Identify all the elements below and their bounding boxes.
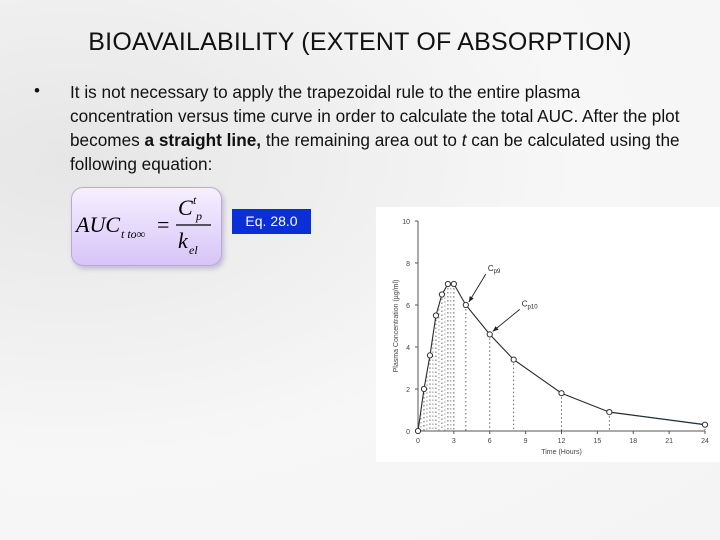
- equation-equals: =: [157, 212, 170, 237]
- data-point: [559, 391, 564, 396]
- equation-denominator: k: [178, 228, 188, 253]
- data-point: [463, 302, 468, 307]
- x-tick-label: 3: [451, 438, 456, 445]
- y-tick-label: 8: [406, 261, 410, 268]
- equation-box: [71, 187, 222, 266]
- bullet-dot: •: [34, 81, 40, 100]
- y-tick-label: 4: [406, 345, 410, 352]
- equation-numerator-sup: t: [193, 193, 197, 207]
- x-tick-label: 12: [557, 438, 566, 445]
- x-tick-label: 24: [701, 438, 709, 445]
- annotation-label-sub: p9: [493, 269, 501, 275]
- equation-denominator-sub: el: [189, 243, 198, 257]
- y-tick-label: 0: [406, 429, 410, 436]
- data-point: [702, 422, 707, 427]
- equation-lhs-subscript: t to∞: [121, 227, 146, 241]
- slide-title: BIOAVAILABILITY (EXTENT OF ABSORPTION): [88, 28, 632, 56]
- annotation-label-sub: p10: [527, 304, 538, 311]
- plasma-concentration-chart: [376, 207, 720, 462]
- annotation-arrow-head: [469, 296, 474, 302]
- bullet-text: [70, 80, 680, 176]
- data-point: [421, 386, 426, 391]
- equation-label: Eq. 28.0: [232, 209, 311, 234]
- chart-svg: [376, 207, 720, 462]
- data-point: [445, 281, 450, 286]
- x-tick-label: 18: [629, 438, 638, 445]
- x-tick-label: 21: [665, 438, 674, 445]
- chart-axis-labels: [393, 280, 582, 456]
- data-point: [439, 292, 444, 297]
- x-tick-label: 0: [416, 438, 420, 445]
- x-tick-label: 6: [487, 438, 492, 445]
- data-point: [511, 357, 516, 362]
- data-point: [427, 353, 432, 358]
- chart-data-points: [415, 281, 707, 433]
- y-tick-label: 2: [406, 387, 410, 394]
- equation-numerator-sub: p: [196, 209, 202, 223]
- y-tick-label: 6: [406, 303, 410, 310]
- data-point: [487, 332, 492, 337]
- equation-lhs: AUC: [76, 212, 120, 237]
- bullet-text-part-1: It is not necessary to apply the trapezoidal rule to the entire plasma concentration versus time curve in order to calculate the total AUC. After the plot becomes: [70, 82, 680, 150]
- data-point: [415, 428, 420, 433]
- equation-numerator: C: [178, 195, 193, 220]
- data-point: [451, 281, 456, 286]
- equation-formula: [72, 188, 221, 265]
- x-axis-label: Time (Hours): [541, 449, 582, 456]
- x-tick-label: 15: [593, 438, 602, 445]
- bullet-text-bold: a straight line,: [144, 130, 262, 150]
- bullet-text-part-2: the remaining area out to: [261, 130, 462, 150]
- data-point: [607, 410, 612, 415]
- concentration-curve: [418, 284, 705, 431]
- y-tick-label: 10: [402, 219, 410, 226]
- bullet-text-italic: t: [461, 130, 467, 150]
- bullet-text-part-3: can be calculated using the following equation:: [70, 130, 680, 174]
- y-axis-label: Plasma Concentration (µg/ml): [393, 279, 400, 373]
- annotation-label: $C_{p9}$: [487, 264, 501, 275]
- x-tick-label: 9: [523, 438, 528, 445]
- data-point: [433, 313, 438, 318]
- annotation-label: $C_{p10}$: [521, 299, 538, 311]
- chart-series-lines: [418, 284, 705, 431]
